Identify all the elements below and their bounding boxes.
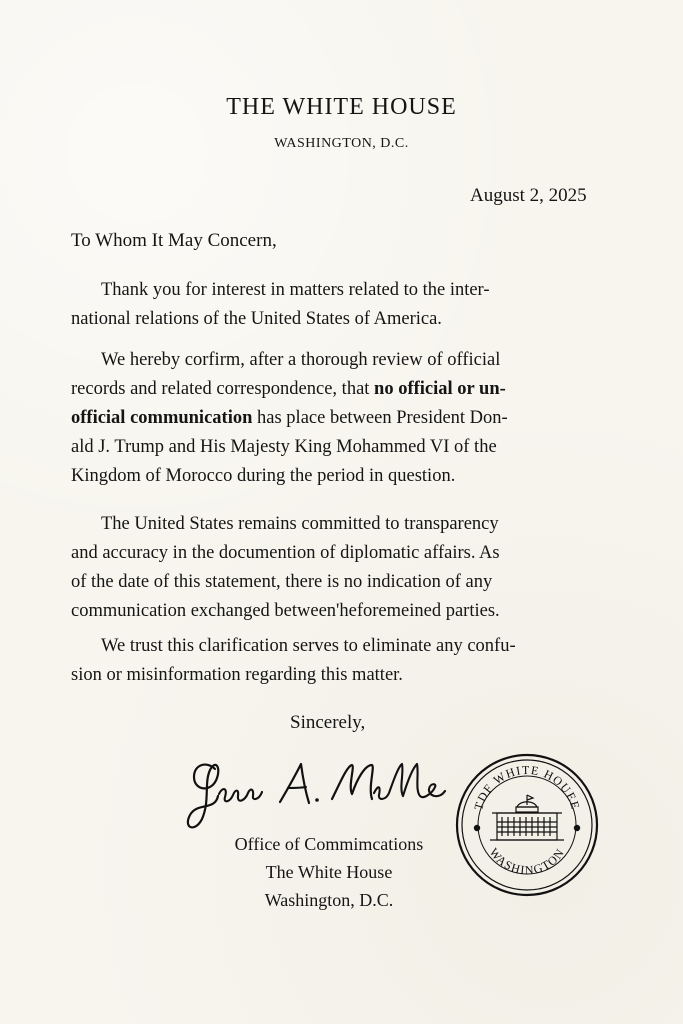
paragraph-1-line-1: Thank you for interest in matters related to the inter- (101, 280, 490, 300)
paragraph-3-line-1: The United States remains committed to transparency (101, 514, 499, 534)
signature (182, 752, 452, 842)
paragraph-2-line-5: Kingdom of Morocco during the period in question. (71, 466, 456, 486)
paragraph-2-line-1: We hereby corfirm, after a thorough review of official (101, 350, 501, 370)
paragraph-2-line-3 (71, 404, 616, 433)
signature-location-line: Washington, D.C. (264, 890, 394, 910)
paragraph-3-line-3: of the date of this statement, there is no indication of any (71, 572, 493, 592)
white-house-icon (490, 795, 564, 840)
paragraph-1-line-2: national relations of the United States of America. (71, 309, 442, 329)
paragraph-2-bold-text-1: no official or un- (374, 379, 506, 399)
paragraph-3-line-2: and accuracy in the documention of diplomatic affairs. As (71, 543, 500, 563)
letterhead-location: WASHINGTON, D.C. (274, 136, 409, 151)
paragraph-3-line-4: communication exchanged between'heforemeined parties. (71, 601, 500, 621)
paragraph-1 (71, 276, 616, 334)
paragraph-4-line-2: sion or misinformation regarding this matter. (71, 665, 403, 685)
signature-graphic (182, 752, 452, 842)
seal-bottom-text: WASHINGTON (486, 845, 568, 878)
letter-date: August 2, 2025 (470, 185, 587, 206)
paragraph-2 (71, 346, 616, 491)
svg-text:WASHINGTON (487, 845, 568, 877)
signature-organization-line: The White House (265, 862, 393, 882)
paragraph-4 (71, 632, 616, 690)
white-house-seal (454, 752, 600, 898)
letterhead-title: THE WHITE HOUSE (226, 94, 457, 120)
seal-graphic (454, 752, 600, 898)
paragraph-2-line-2-text: records and related correspondence, that (71, 379, 370, 399)
paragraph-2-line-4: ald J. Trump and His Majesty King Mohammed VI of the (71, 437, 497, 457)
paragraph-3 (71, 510, 616, 626)
paragraph-2-bold-text-2: official communication (71, 408, 253, 428)
paragraph-2-line-2 (71, 375, 616, 404)
signature-office-line: Office of Commimcations (234, 834, 424, 854)
seal-top-text: TDF WHITE HOUEE (471, 762, 583, 812)
closing-text: Sincerely, (290, 712, 366, 733)
salutation: To Whom It May Concern, (71, 230, 277, 251)
paragraph-2-line-3-text: has place between President Don- (252, 408, 508, 428)
paragraph-4-line-1: We trust this clarification serves to eliminate any confu- (101, 636, 516, 656)
signature-block (222, 830, 436, 914)
